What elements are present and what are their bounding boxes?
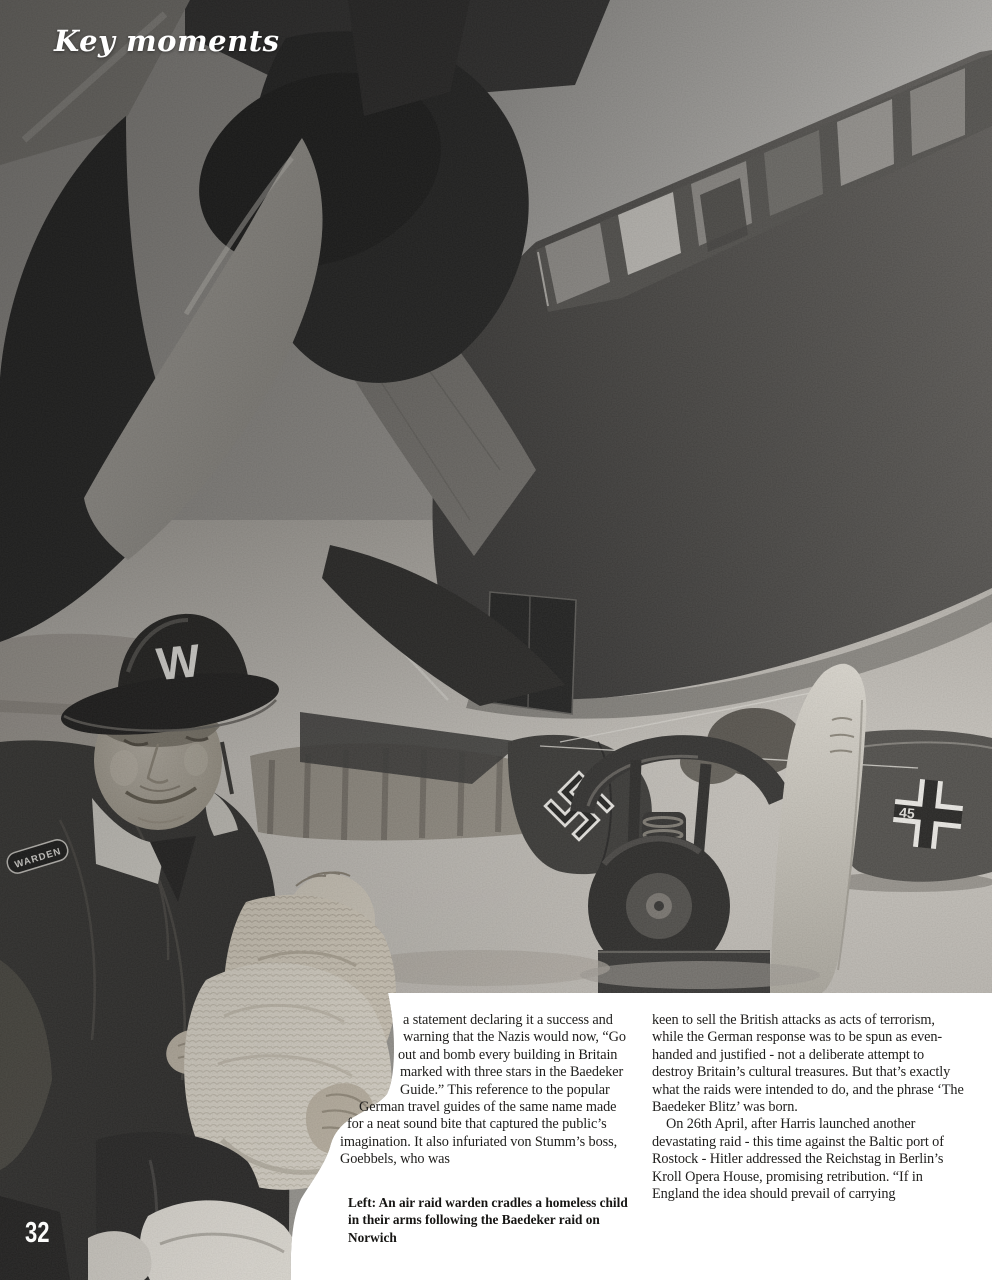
- wrap-spacer: [340, 1116, 347, 1133]
- wrap-spacer: [340, 1082, 400, 1099]
- body-text-right-2: On 26th April, after Harris launched another devastating raid - this time against the Baltic port of Rostock - Hitler addressed the Reichstag in Berlin’s Kroll Opera House, promising retribution. “If in England the idea should prevail of carrying: [652, 1116, 944, 1203]
- wrap-spacer: [340, 1047, 398, 1064]
- page-number: 32: [25, 1217, 50, 1249]
- wrap-spacer: [340, 1012, 398, 1029]
- article-column-left: [340, 1012, 636, 1246]
- wrap-spacer: [340, 1064, 397, 1081]
- body-text-right-1: keen to sell the British attacks as acts of terrorism, while the German response was to be spun as even-handed and justified - not a deliberate attempt to destroy Britain’s cultural treasures. But that’s exactly what the raids were intended to do, and the phrase ‘The Baedeker Blitz’ was born.: [652, 1012, 964, 1116]
- article-column-right: [652, 1012, 967, 1203]
- section-kicker: Key moments: [54, 24, 280, 58]
- photo-caption: Left: An air raid warden cradles a homeless child in their arms following the Baedeker raid on Norwich: [348, 1194, 628, 1245]
- body-text-left: a statement declaring it a success and warning that the Nazis would now, “Go out and bomb every building in Britain marked with three stars in the Baedeker Guide.” This reference to the popular German travel guides of the same name made for a neat sound bite that captured the public’s imagination. It also infuriated von Stumm’s boss, Goebbels, who was: [340, 1012, 626, 1168]
- wrap-spacer: [340, 1029, 403, 1046]
- wrap-spacer: [340, 1099, 359, 1116]
